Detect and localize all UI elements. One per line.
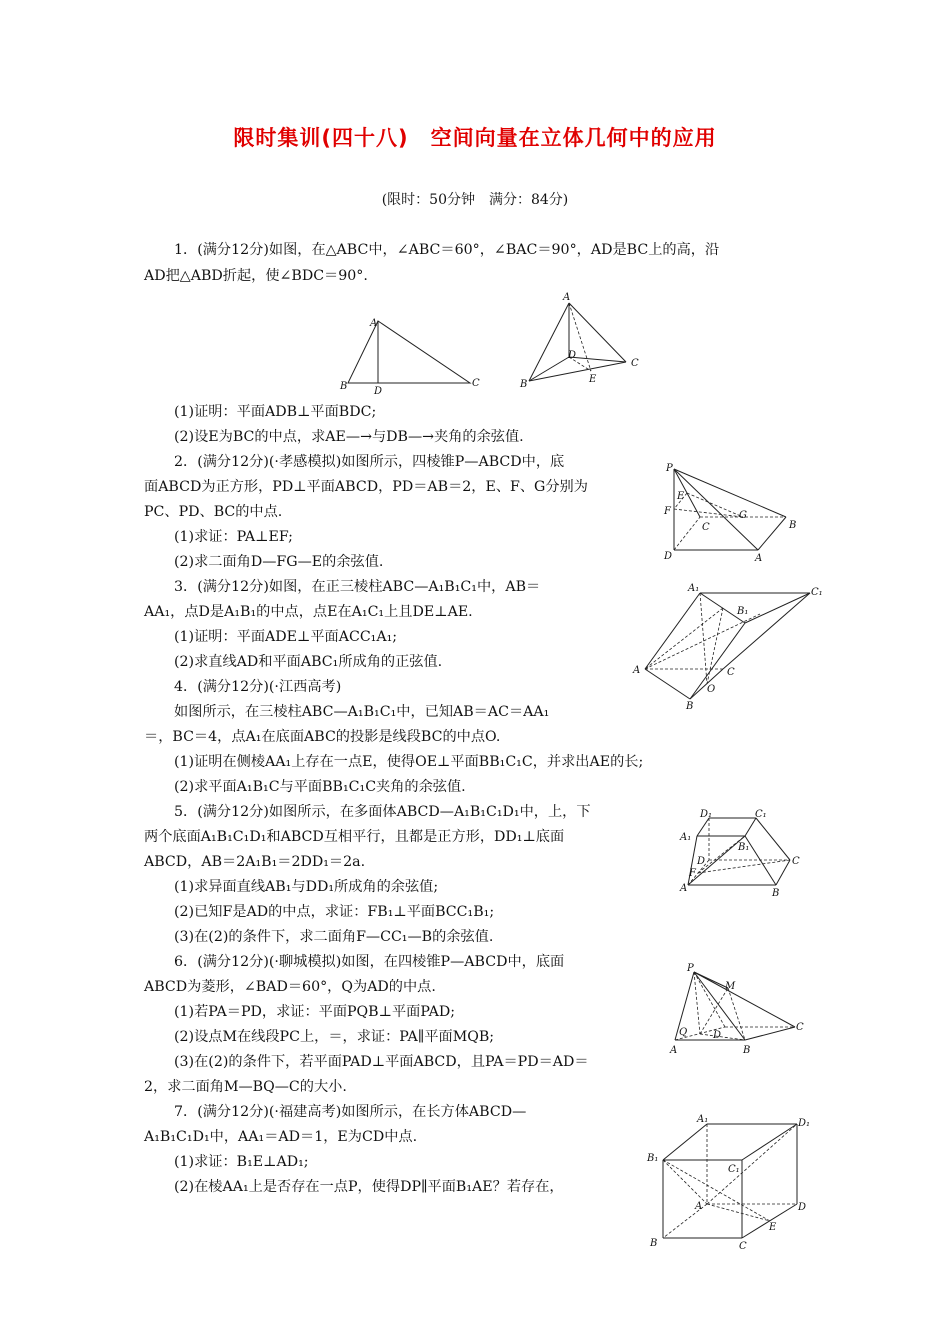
- problem-7-part-2: (2)在棱AA₁上是否存在一点P，使得DP∥平面B₁AE？若存在，: [174, 1179, 564, 1195]
- label-d: D: [798, 1202, 807, 1213]
- label-c1: C₁: [755, 809, 767, 820]
- label-a1: A₁: [688, 583, 700, 594]
- problem-5-line-3: ABCD，AB＝2A₁B₁＝2DD₁＝2a.: [144, 854, 366, 870]
- label-c1: C₁: [811, 587, 823, 598]
- label-a: A: [755, 553, 763, 564]
- problem-4-part-1: (1)证明在侧棱AA₁上存在一点E，使得OE⊥平面BB₁C₁C，并求出AE的长;: [174, 754, 644, 770]
- label-b: B: [340, 381, 348, 392]
- label-b1: B₁: [737, 606, 749, 617]
- problem-4-line-3: ＝，BC＝4，点A₁在底面ABC的投影是线段BC的中点O.: [144, 729, 501, 745]
- page-title: 限时集训(四十八) 空间向量在立体几何中的应用: [233, 126, 717, 150]
- problem-5-part-3: (3)在(2)的条件下，求二面角F—CC₁—B的余弦值.: [174, 929, 494, 945]
- label-d: D: [697, 856, 706, 867]
- label-a: A: [563, 292, 571, 303]
- problem-1-line-1: 1．(满分12分)如图，在△ABC中，∠ABC＝60°，∠BAC＝90°，AD是BC上的高，沿: [174, 242, 720, 258]
- label-f: F: [664, 506, 671, 517]
- label-d1: D₁: [700, 809, 713, 820]
- problem-5-part-2: (2)已知F是AD的中点，求证：FB₁⊥平面BCC₁B₁;: [174, 904, 495, 920]
- time-limit-subtitle: (限时：50分钟 满分：84分): [381, 192, 569, 208]
- problem-6-part-1: (1)若PA＝PD，求证：平面PQB⊥平面PAD;: [174, 1004, 455, 1020]
- problem-2-line-1: 2．(满分12分)(·孝感模拟)如图所示，四棱锥P—ABCD中，底: [174, 454, 565, 470]
- problem-6-line-2: ABCD为菱形，∠BAD＝60°，Q为AD的中点.: [144, 979, 436, 995]
- label-p: P: [666, 463, 673, 474]
- label-b: B: [520, 379, 528, 390]
- figure-2-pyramid: [660, 458, 810, 568]
- label-e: E: [677, 491, 685, 502]
- figure-5-polyhedron: [675, 808, 805, 898]
- problem-2-part-2: (2)求二面角D—FG—E的余弦值.: [174, 554, 384, 570]
- label-b1: B₁: [738, 842, 750, 853]
- label-o: O: [707, 684, 716, 695]
- label-a1: A₁: [680, 832, 692, 843]
- problem-7-part-1: (1)求证：B₁E⊥AD₁;: [174, 1154, 309, 1170]
- label-b: B: [686, 701, 694, 712]
- problem-1-part-1: (1)证明：平面ADB⊥平面BDC;: [174, 404, 377, 420]
- problem-6-line-3: 2，求二面角M—BQ—C的大小.: [144, 1079, 347, 1095]
- label-g: G: [739, 510, 747, 521]
- problem-4-line-2: 如图所示，在三棱柱ABC—A₁B₁C₁中，已知AB＝AC＝AA₁: [174, 704, 550, 720]
- label-b: B: [789, 520, 797, 531]
- label-a: A: [695, 1201, 703, 1212]
- label-a: A: [680, 883, 688, 894]
- label-a: A: [370, 318, 378, 329]
- problem-6-line-1: 6．(满分12分)(·聊城模拟)如图，在四棱锥P—ABCD中，底面: [174, 954, 565, 970]
- problem-6-part-2: (2)设点M在线段PC上，＝，求证：PA∥平面MQB;: [174, 1029, 495, 1045]
- problem-2-line-2: 面ABCD为正方形，PD⊥平面ABCD，PD＝AB＝2，E、F、G分别为: [144, 479, 588, 495]
- label-a1: A₁: [697, 1114, 709, 1125]
- label-e: E: [589, 374, 597, 385]
- label-c1: C₁: [728, 1164, 740, 1175]
- label-b: B: [772, 888, 780, 899]
- problem-7-line-2: A₁B₁C₁D₁中，AA₁＝AD＝1，E为CD中点.: [144, 1129, 418, 1145]
- label-d1: D₁: [798, 1118, 811, 1129]
- label-d: D: [374, 386, 383, 397]
- problem-1-part-2: (2)设E为BC的中点，求AE—→与DB—→夹角的余弦值.: [174, 429, 524, 445]
- figure-3-prism: [630, 580, 823, 712]
- problem-3-part-2: (2)求直线AD和平面ABC₁所成角的正弦值.: [174, 654, 443, 670]
- figure-1-folded-tetrahedron: [515, 290, 655, 395]
- label-m: M: [725, 981, 736, 992]
- label-c: C: [796, 1022, 804, 1033]
- label-e: E: [769, 1222, 777, 1233]
- label-a: A: [633, 665, 641, 676]
- problem-3-line-1: 3．(满分12分)如图，在正三棱柱ABC—A₁B₁C₁中，AB＝: [174, 579, 541, 595]
- problem-2-line-3: PC、PD、BC的中点.: [144, 504, 283, 520]
- label-c: C: [792, 856, 800, 867]
- problem-4-line-1: 4．(满分12分)(·江西高考): [174, 679, 342, 695]
- label-p: P: [687, 963, 694, 974]
- label-c: C: [727, 667, 735, 678]
- label-c: C: [702, 522, 710, 533]
- label-c: C: [472, 378, 480, 389]
- label-b: B: [743, 1045, 751, 1056]
- problem-5-line-2: 两个底面A₁B₁C₁D₁和ABCD互相平行，且都是正方形，DD₁⊥底面: [144, 829, 565, 845]
- problem-5-part-1: (1)求异面直线AB₁与DD₁所成角的余弦值;: [174, 879, 439, 895]
- problem-3-part-1: (1)证明：平面ADE⊥平面ACC₁A₁;: [174, 629, 398, 645]
- figure-6-pyramid: [670, 960, 810, 1060]
- label-d: D: [713, 1030, 722, 1041]
- label-b: B: [650, 1238, 658, 1249]
- label-a: A: [670, 1045, 678, 1056]
- label-d: D: [568, 350, 577, 361]
- problem-5-line-1: 5．(满分12分)如图所示，在多面体ABCD—A₁B₁C₁D₁中，上，下: [174, 804, 591, 820]
- problem-2-part-1: (1)求证：PA⊥EF;: [174, 529, 293, 545]
- label-c: C: [739, 1241, 747, 1252]
- label-q: Q: [679, 1027, 688, 1038]
- figure-1-triangle: [335, 312, 495, 402]
- problem-4-part-2: (2)求平面A₁B₁C与平面BB₁C₁C夹角的余弦值.: [174, 779, 466, 795]
- label-b1: B₁: [647, 1153, 659, 1164]
- problem-6-part-3: (3)在(2)的条件下，若平面PAD⊥平面ABCD，且PA＝PD＝AD＝: [174, 1054, 589, 1070]
- figure-7-cuboid: [645, 1112, 815, 1252]
- problem-7-line-1: 7．(满分12分)(·福建高考)如图所示，在长方体ABCD—: [174, 1104, 527, 1120]
- label-d: D: [664, 551, 673, 562]
- label-c: C: [631, 358, 639, 369]
- label-f: F: [689, 868, 696, 879]
- problem-1-line-2: AD把△ABD折起，使∠BDC＝90°.: [144, 268, 368, 284]
- problem-3-line-2: AA₁，点D是A₁B₁的中点，点E在A₁C₁上且DE⊥AE.: [144, 604, 473, 620]
